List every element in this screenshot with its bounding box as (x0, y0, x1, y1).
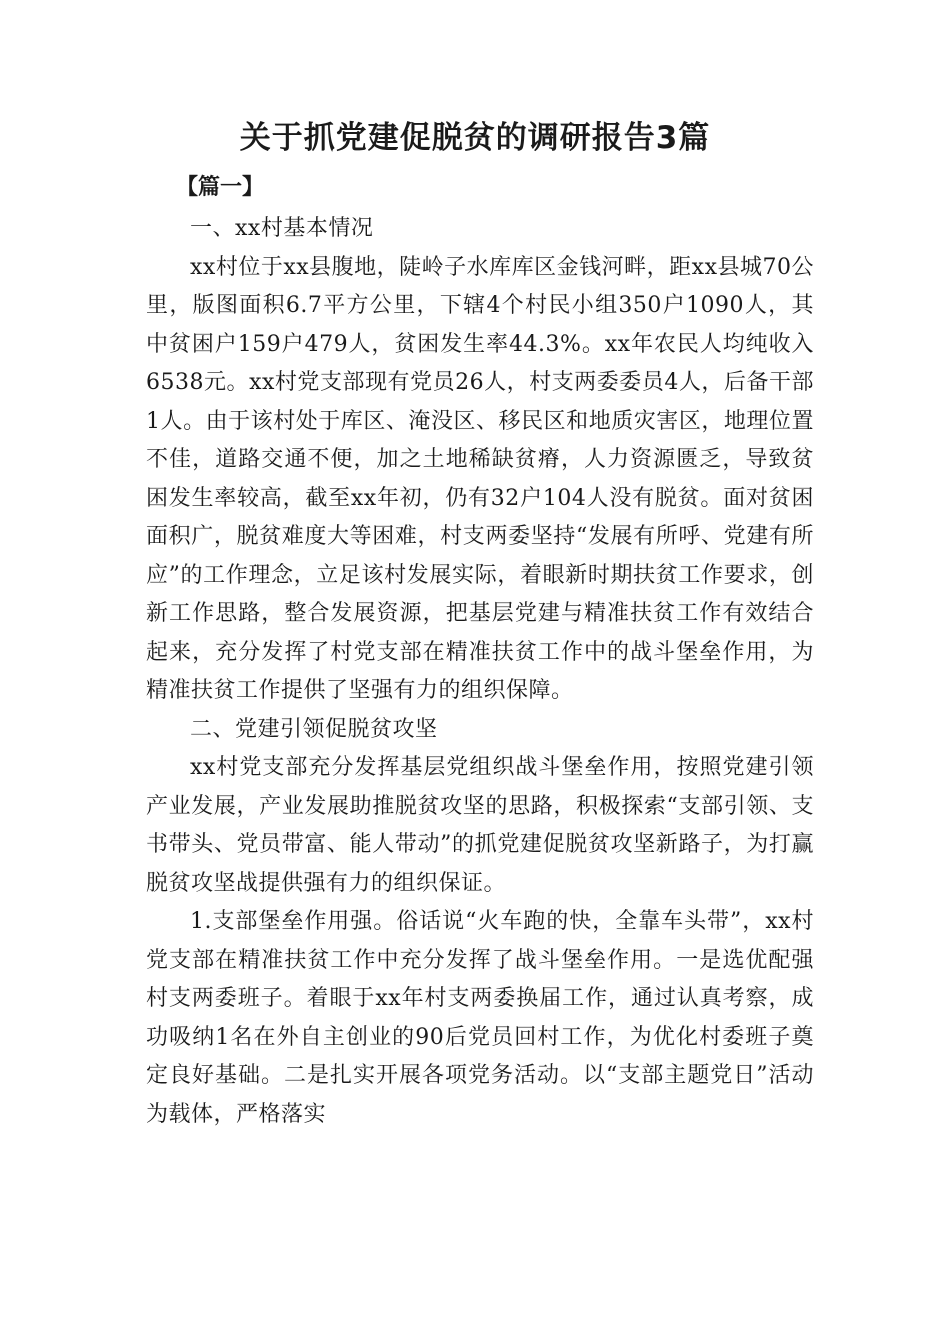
heading-party-building: 二、党建引领促脱贫攻坚 (190, 716, 438, 742)
paragraph-branch-role: 1.支部堡垒作用强。俗话说“火车跑的快，全靠车头带”，xx村党支部在精准扶贫工作中充分发挥了战斗堡垒作用。一是选优配强村支两委班子。着眼于xx年村支两委换届工作，通过认真考察，成功吸纳1名在外自主创业的90后党员回村工作，为优化村委班子奠定良好基础。二是扎实开展各项党务活动。以“支部主题党日”活动为载体，严格落实 (146, 909, 814, 1127)
document-body (146, 210, 814, 1134)
document-title: 关于抓党建促脱贫的调研报告3篇 (239, 120, 711, 156)
heading-basic-situation: 一、xx村基本情况 (190, 216, 374, 241)
paragraph-party-building: xx村党支部充分发挥基层党组织战斗堡垒作用，按照党建引领产业发展，产业发展助推脱贫攻坚的思路，积极探索“支部引领、支书带头、党员带富、能人带动”的抓党建促脱贫攻坚新路子，为打赢脱贫攻坚战提供强有力的组织保证。 (146, 755, 814, 896)
paragraph-basic-situation: xx村位于xx县腹地，陡岭子水库库区金钱河畔，距xx县城70公里，版图面积6.7平方公里，下辖4个村民小组350户1090人，其中贫困户159户479人，贫困发生率44.3%。xx年农民人均纯收入6538元。xx村党支部现有党员26人，村支两委委员4人，后备干部1人。由于该村处于库区、淹没区、移民区和地质灾害区，地理位置不佳，道路交通不便，加之土地稀缺贫瘠，人力资源匮乏，导致贫困发生率较高，截至xx年初，仍有32户104人没有脱贫。面对贫困面积广，脱贫难度大等困难，村支两委坚持“发展有所呼、党建有所应”的工作理念，立足该村发展实际，着眼新时期扶贫工作要求，创新工作思路，整合发展资源，把基层党建与精准扶贫工作有效结合起来，充分发挥了村党支部在精准扶贫工作中的战斗堡垒作用，为精准扶贫工作提供了坚强有力的组织保障。 (146, 254, 814, 703)
section-label: 【篇一】 (176, 175, 265, 200)
